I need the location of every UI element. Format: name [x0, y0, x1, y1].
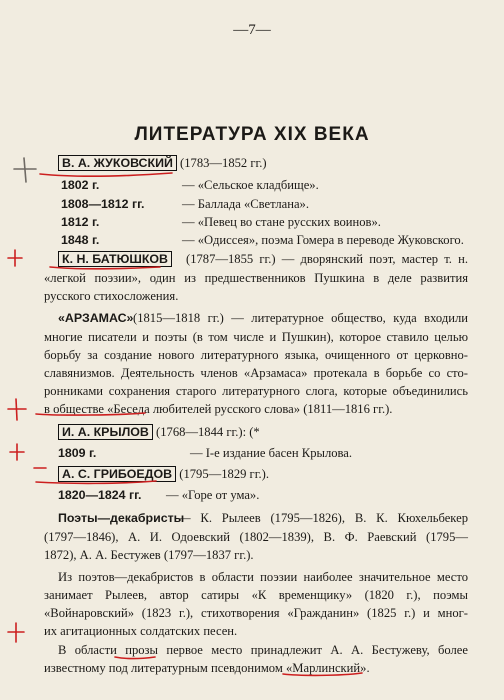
krylov-work-year: 1809 г. [58, 446, 97, 460]
arzamas-name: «АРЗАМАС» [58, 311, 134, 325]
zhukovsky-work-text: — Баллада «Светлана». [182, 197, 309, 211]
zhukovsky-work-text: — «Сельское кладбище». [182, 178, 319, 192]
krylov-heading [58, 424, 260, 440]
griboedov-name: А. С. ГРИБОЕДОВ [58, 466, 176, 482]
krylov-name: И. А. КРЫЛОВ [58, 424, 153, 440]
zhukovsky-dates: (1783—1852 гг.) [180, 156, 267, 170]
text-line: В области прозы первое место принадлежит А. А. Бестужеву, более [58, 643, 468, 657]
plus-mark-icon [8, 399, 26, 420]
text-line: многие писатели и поэты (в том числе и Пушкин), которое ставило целью [44, 330, 468, 344]
plus-mark-icon [8, 250, 22, 266]
griboedov-heading [58, 466, 269, 482]
zhukovsky-work-year: 1808—1812 гг. [61, 197, 145, 211]
text-line: 1872), А. А. Бестужев (1797—1837 гг.). [44, 548, 254, 562]
text-line: их агитационных солдатских песен. [44, 624, 238, 638]
zhukovsky-work-year: 1848 г. [61, 233, 100, 247]
zhukovsky-work-year: 1802 г. [61, 178, 100, 192]
krylov-work-text: — I-е издание басен Крылова. [190, 446, 353, 460]
arzamas-heading [58, 310, 133, 326]
plus-mark-icon [14, 158, 36, 182]
page-title: ЛИТЕРАТУРА XIX ВЕКА [134, 124, 370, 145]
underline-mark [40, 173, 172, 176]
text-line: «легкой поэзии», один из предшественников Пушкина в деле развития [44, 271, 468, 285]
zhukovsky-heading [58, 155, 267, 171]
griboedov-work-year: 1820—1824 гг. [58, 488, 142, 502]
batyushkov-name: К. Н. БАТЮШКОВ [58, 251, 172, 267]
zhukovsky-work-text: — «Одиссея», поэма Гомера в переводе Жуковского. [182, 233, 464, 247]
text-line: борьбу за создание нового литературного языка, очищенного от церковно- [44, 348, 468, 362]
text-line: (1797—1846), А. И. Одоевский (1802—1839), В. Ф. Раевский (1795— [44, 530, 468, 544]
text-line: известному под литературным псевдонимом «Марлинский». [44, 661, 370, 675]
text-line: (1815—1818 гг.) — литературное общество, куда входили [133, 311, 468, 325]
text-line: «Войнаровский» (1823 г.), стихотворения «Гражданин» (1825 г.) и мног- [44, 606, 468, 620]
plus-mark-icon [8, 623, 24, 642]
text-line: занимает Рылеев, автор сатиры «К временщику» (1820 г.), поэмы [44, 588, 468, 602]
text-line: Из поэтов—декабристов в области поэзии наиболее значительное место [58, 570, 468, 584]
griboedov-dates: (1795—1829 гг.). [179, 467, 269, 481]
decembrists-label: Поэты—декабристы [58, 511, 185, 525]
text-line: славянизмов. Деятельность членов «Арзамаса» протекала в борьбе со сто- [44, 366, 468, 380]
text-line: русского стихосложения. [44, 289, 179, 303]
zhukovsky-name: В. А. ЖУКОВСКИЙ [58, 155, 177, 171]
text-line: в обществе «Беседа любителей русского слова» (1811—1816 гг.). [44, 402, 393, 416]
plus-mark-icon [10, 444, 24, 460]
text-line: (1787—1855 гг.) — дворянский поэт, мастер т. н. [186, 252, 468, 266]
text-line: ронниками сохранения старого литературного слога, которые объединились [44, 384, 468, 398]
zhukovsky-work-text: — «Певец во стане русских воинов». [182, 215, 381, 229]
zhukovsky-work-year: 1812 г. [61, 215, 100, 229]
griboedov-work-text: — «Горе от ума». [166, 488, 260, 502]
underline-mark [50, 267, 160, 269]
krylov-dates: (1768—1844 гг.): (* [156, 425, 260, 439]
batyushkov-heading [58, 251, 172, 267]
page-number: —7— [233, 22, 271, 38]
text-line: — К. Рылеев (1795—1826), В. К. Кюхельбекер [178, 511, 468, 525]
